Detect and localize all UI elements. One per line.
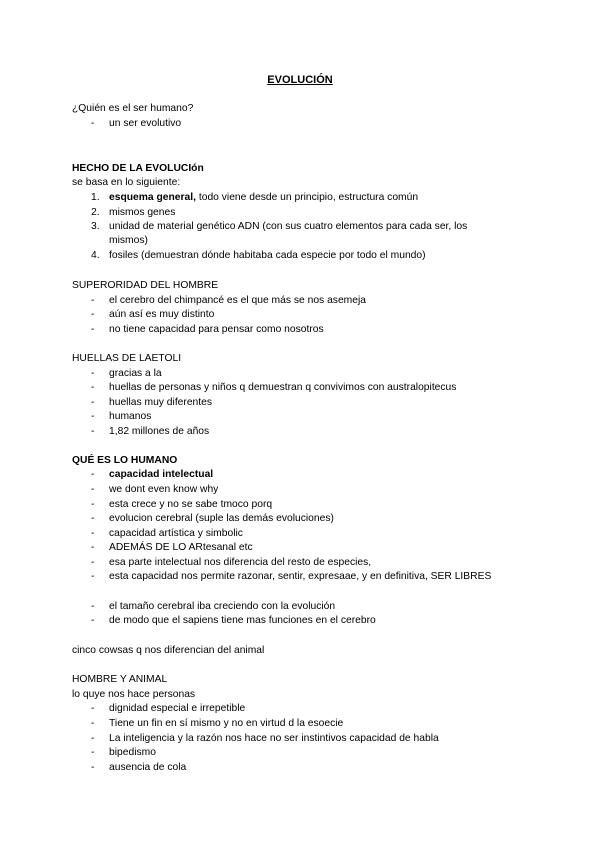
section-heading: HOMBRE Y ANIMAL	[72, 674, 168, 685]
section-intro: lo quye nos hace personas	[72, 689, 196, 700]
document-page: EVOLUCIÓN ¿Quién es el ser humano? - un ser evolutivo HECHO DE LA EVOLUCIón se basa en lo siguiente: 1. esquema general, todo viene desde un principio, estructura común 2. mismos genes 3. unidad de material genético ADN (con sus cuatro elementos para cada ser, los mismos) 4. fosiles (demuestran dónde habitaba cada especie por todo el mundo) SUPERORIDAD DEL HOMBRE - el cerebro del chimpancé es el que más se nos asemeja - aún así es muy distinto - no tiene capacidad para pensar como nosotros HUELLAS DE LAETOLI - gracias a la - huellas de personas y niños q demuestran q convivimos con australopitecus - huellas muy diferentes - humanos - 1,82 millones de años QUÉ ES LO HUMANO - capacidad intelectual - we dont even know why - esta crece y no se sabe tmoco porq - evolucion cerebral (suple las demás evoluciones) - capacidad artística y simbolic - ADEMÁS DE LO ARtesanal etc - esa parte intelectual nos diferencia del resto de especies, - esta capacidad nos permite razonar, sentir, expresaae, y en definitiva, SER LIBRES - el tamaño cerebral iba creciendo con la evolución - de modo que el sapiens tiene mas funciones en el cerebro cinco cowsas q nos diferencian del animal HOMBRE Y ANIMAL lo quye nos hace personas - dignidad especial e irrepetible - Tiene un fin en sí mismo y no en virtud d la esoecie - La inteligencia y la razón nos hace no ser instintivos capacidad de habla - bipedismo - ausencia de cola	[0, 0, 600, 848]
section-heading: HUELLAS DE LAETOLI	[72, 353, 182, 364]
question-text: ¿Quién es el ser humano?	[72, 103, 194, 114]
section-heading: SUPERORIDAD DEL HOMBRE	[72, 280, 219, 291]
section-heading: HECHO DE LA EVOLUCIón	[72, 163, 204, 174]
document-title: EVOLUCIÓN	[267, 74, 333, 86]
section-intro: se basa en lo siguiente:	[72, 177, 181, 188]
bullet-marker: -	[91, 118, 95, 129]
section-heading: QUÉ ES LO HUMANO	[72, 455, 178, 466]
paragraph: cinco cowsas q nos diferencian del animal	[72, 645, 265, 656]
